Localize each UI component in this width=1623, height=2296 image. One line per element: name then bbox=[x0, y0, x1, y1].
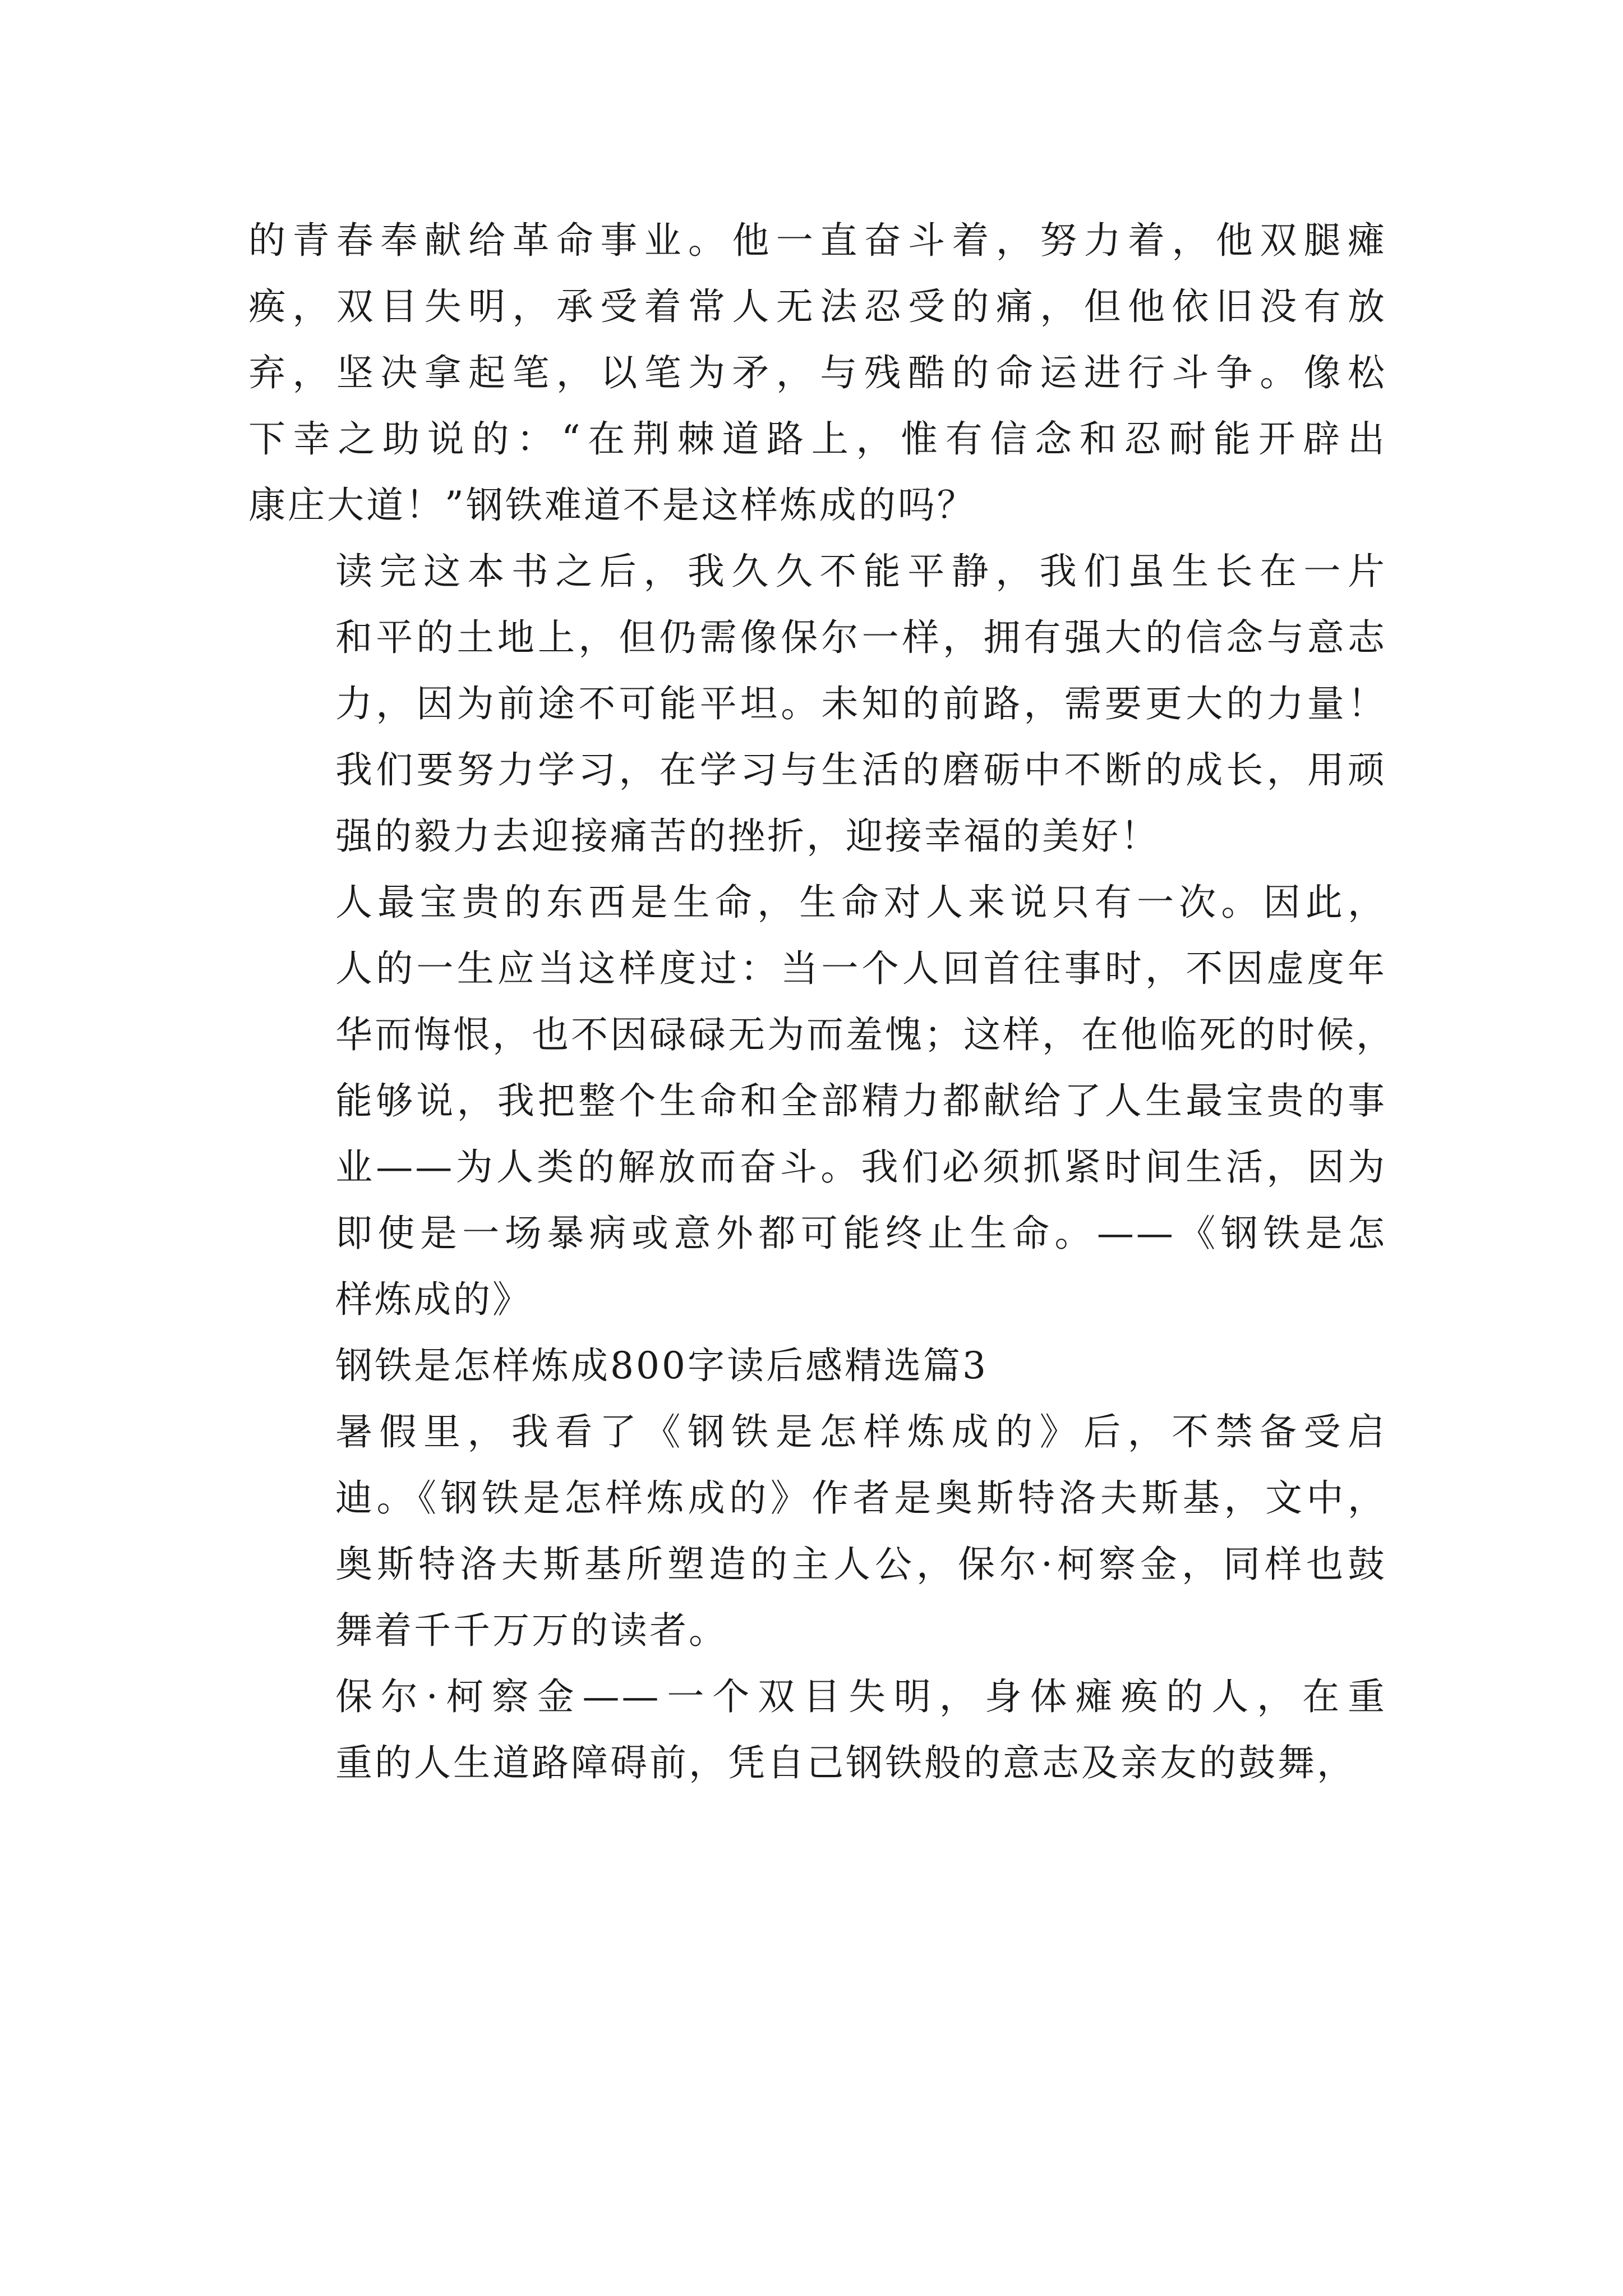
body-text bbox=[248, 208, 1395, 1796]
text-line: 康庄大道！”钢铁难道不是这样炼成的吗？ bbox=[248, 484, 976, 527]
text-line: 人最宝贵的东西是生命，生命对人来说只有一次。因此， bbox=[335, 881, 1387, 924]
text-line: 强的毅力去迎接痛苦的挫折，迎接幸福的美好！ bbox=[335, 815, 1160, 858]
text-line: 痪，双目失明，承受着常人无法忍受的痛，但他依旧没有放 bbox=[248, 285, 1387, 328]
paragraph bbox=[248, 208, 1387, 539]
text-line: 和平的土地上，但仍需像保尔一样，拥有强大的信念与意志 bbox=[335, 616, 1387, 659]
text-line: 下幸之助说的：“在荆棘道路上，惟有信念和忍耐能开辟出 bbox=[248, 417, 1387, 461]
text-line: 暑假里，我看了《钢铁是怎样炼成的》后，不禁备受启 bbox=[335, 1410, 1387, 1453]
text-line: 弃，坚决拿起笔，以笔为矛，与残酷的命运进行斗争。像松 bbox=[248, 351, 1387, 394]
text-line: 样炼成的》 bbox=[335, 1278, 532, 1321]
text-line: 华而悔恨，也不因碌碌无为而羞愧；这样，在他临死的时候， bbox=[335, 1013, 1395, 1056]
paragraph bbox=[248, 1664, 1387, 1796]
text-line: 重的人生道路障碍前，凭自己钢铁般的意志及亲友的鼓舞， bbox=[335, 1741, 1356, 1784]
paragraph bbox=[248, 869, 1395, 1333]
text-line: 读完这本书之后，我久久不能平静，我们虽生长在一片 bbox=[335, 550, 1387, 593]
paragraph bbox=[248, 1399, 1387, 1664]
paragraph bbox=[248, 1333, 1387, 1399]
text-line: 钢铁是怎样炼成800字读后感精选篇3 bbox=[335, 1344, 988, 1387]
text-line: 业——为人类的解放而奋斗。我们必须抓紧时间生活，因为 bbox=[335, 1145, 1387, 1189]
text-line: 保尔·柯察金——一个双目失明，身体瘫痪的人，在重 bbox=[335, 1675, 1387, 1718]
text-line: 奥斯特洛夫斯基所塑造的主人公，保尔·柯察金，同样也鼓 bbox=[335, 1543, 1387, 1586]
text-line: 的青春奉献给革命事业。他一直奋斗着，努力着，他双腿瘫 bbox=[248, 219, 1387, 262]
text-line: 力，因为前途不可能平坦。未知的前路，需要更大的力量！ bbox=[335, 682, 1387, 725]
text-line: 即使是一场暴病或意外都可能终止生命。——《钢铁是怎 bbox=[335, 1212, 1387, 1255]
text-line: 人的一生应当这样度过：当一个人回首往事时，不因虚度年 bbox=[335, 947, 1387, 990]
text-line: 迪。《钢铁是怎样炼成的》作者是奥斯特洛夫斯基，文中， bbox=[335, 1476, 1387, 1520]
text-line: 我们要努力学习，在学习与生活的磨砺中不断的成长，用顽 bbox=[335, 748, 1387, 792]
text-line: 舞着千千万万的读者。 bbox=[335, 1609, 728, 1652]
text-line: 能够说，我把整个生命和全部精力都献给了人生最宝贵的事 bbox=[335, 1079, 1387, 1122]
paragraph bbox=[248, 539, 1387, 869]
